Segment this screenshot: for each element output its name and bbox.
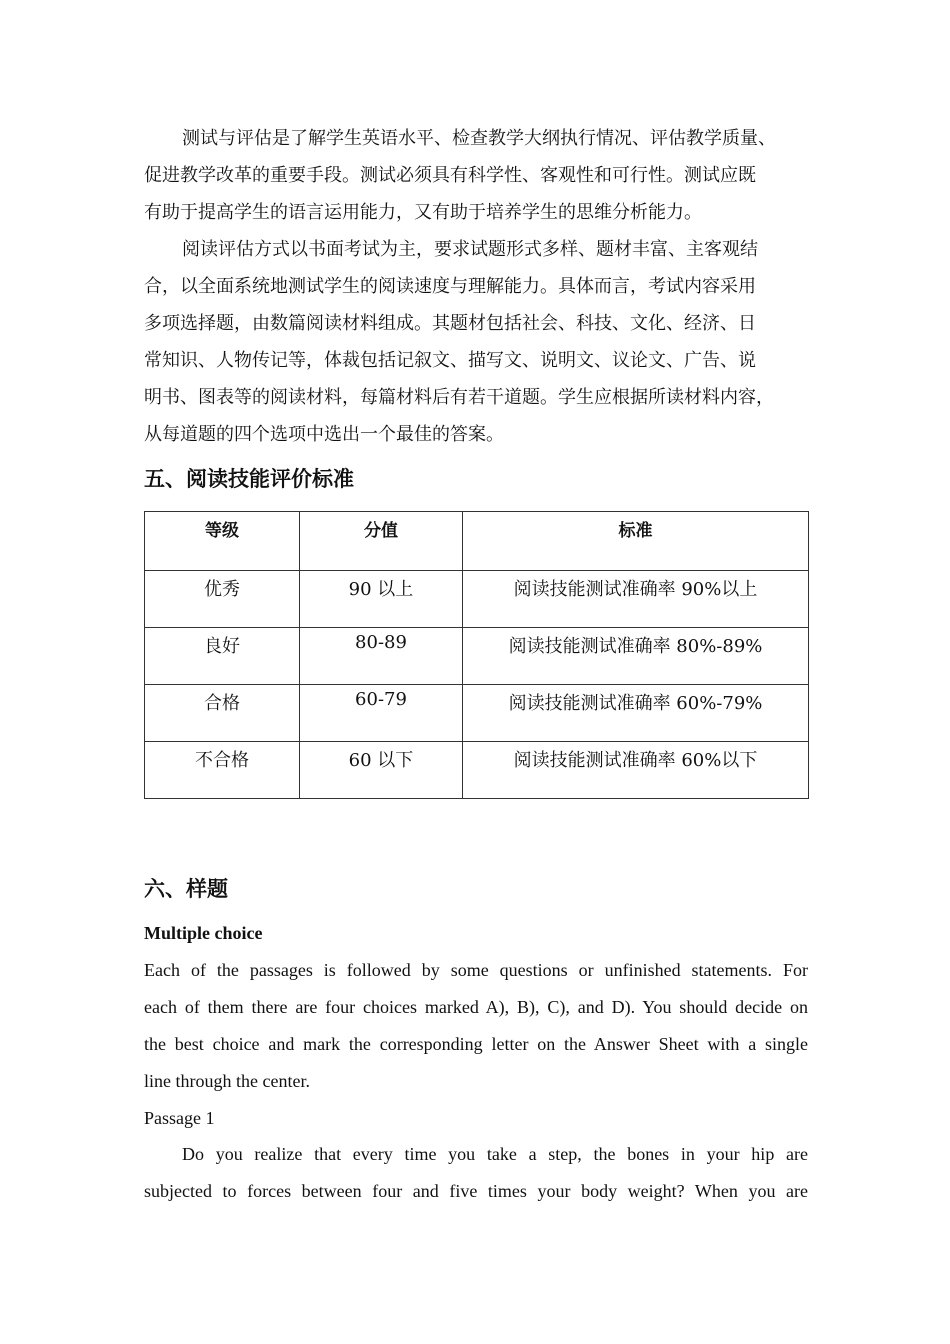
table-cell: 不合格 [145, 742, 300, 799]
table-cell: 60 以下 [300, 742, 463, 799]
intro-paragraph-1 [144, 120, 808, 231]
table-row [145, 742, 809, 799]
text-line: 从每道题的四个选项中选出一个最佳的答案。 [144, 424, 504, 445]
text-line: 合，以全面系统地测试学生的阅读速度与理解能力。具体而言，考试内容采用 [144, 276, 756, 297]
intro-paragraph-2 [144, 231, 808, 453]
table-cell: 阅读技能测试准确率 80%-89% [463, 628, 809, 685]
text-line: 有助于提高学生的语言运用能力，又有助于培养学生的思维分析能力。 [144, 202, 702, 223]
table-cell: 合格 [145, 685, 300, 742]
text-line: each of them there are four choices marked A), B), C), and D). You should decide on [144, 997, 808, 1017]
table-row [145, 571, 809, 628]
table-cell: 优秀 [145, 571, 300, 628]
passage-paragraph [144, 1136, 808, 1210]
passage-label: Passage 1 [144, 1108, 215, 1128]
text-line: 常知识、人物传记等，体裁包括记叙文、描写文、说明文、议论文、广告、说 [144, 350, 756, 371]
text-line: 阅读评估方式以书面考试为主，要求试题形式多样、题材丰富、主客观结 [182, 239, 758, 260]
table-row [145, 685, 809, 742]
table-cell: 90 以上 [300, 571, 463, 628]
table-header-row [145, 512, 809, 571]
table-cell: 阅读技能测试准确率 60%以下 [463, 742, 809, 799]
text-line: line through the center. [144, 1071, 310, 1091]
document-page [144, 120, 808, 1210]
text-line: Each of the passages is followed by some questions or unfinished statements. For [144, 960, 808, 980]
reading-grade-table [144, 511, 809, 799]
text-line: 测试与评估是了解学生英语水平、检查教学大纲执行情况、评估教学质量、 [182, 128, 776, 149]
text-line: 明书、图表等的阅读材料，每篇材料后有若干道题。学生应根据所读材料内容， [144, 387, 774, 408]
text-line: Do you realize that every time you take a step, the bones in your hip are [182, 1144, 808, 1164]
table-cell: 阅读技能测试准确率 60%-79% [463, 685, 809, 742]
text-line: the best choice and mark the corresponding letter on the Answer Sheet with a single [144, 1034, 808, 1054]
instructions-paragraph [144, 952, 808, 1100]
section-5-heading: 五、阅读技能评价标准 [144, 467, 354, 491]
text-line: 多项选择题，由数篇阅读材料组成。其题材包括社会、科技、文化、经济、日 [144, 313, 756, 334]
question-type-title: Multiple choice [144, 923, 263, 943]
table-header-cell: 等级 [145, 512, 300, 571]
table-cell: 良好 [145, 628, 300, 685]
text-line: 促进教学改革的重要手段。测试必须具有科学性、客观性和可行性。测试应既 [144, 165, 756, 186]
table-cell: 阅读技能测试准确率 90%以上 [463, 571, 809, 628]
text-line: subjected to forces between four and five times your body weight? When you are [144, 1181, 808, 1201]
table-header-cell: 标准 [463, 512, 809, 571]
section-6-heading: 六、样题 [144, 877, 228, 901]
table-cell: 60-79 [300, 685, 463, 742]
table-header-cell: 分值 [300, 512, 463, 571]
table-cell: 80-89 [300, 628, 463, 685]
table-row [145, 628, 809, 685]
